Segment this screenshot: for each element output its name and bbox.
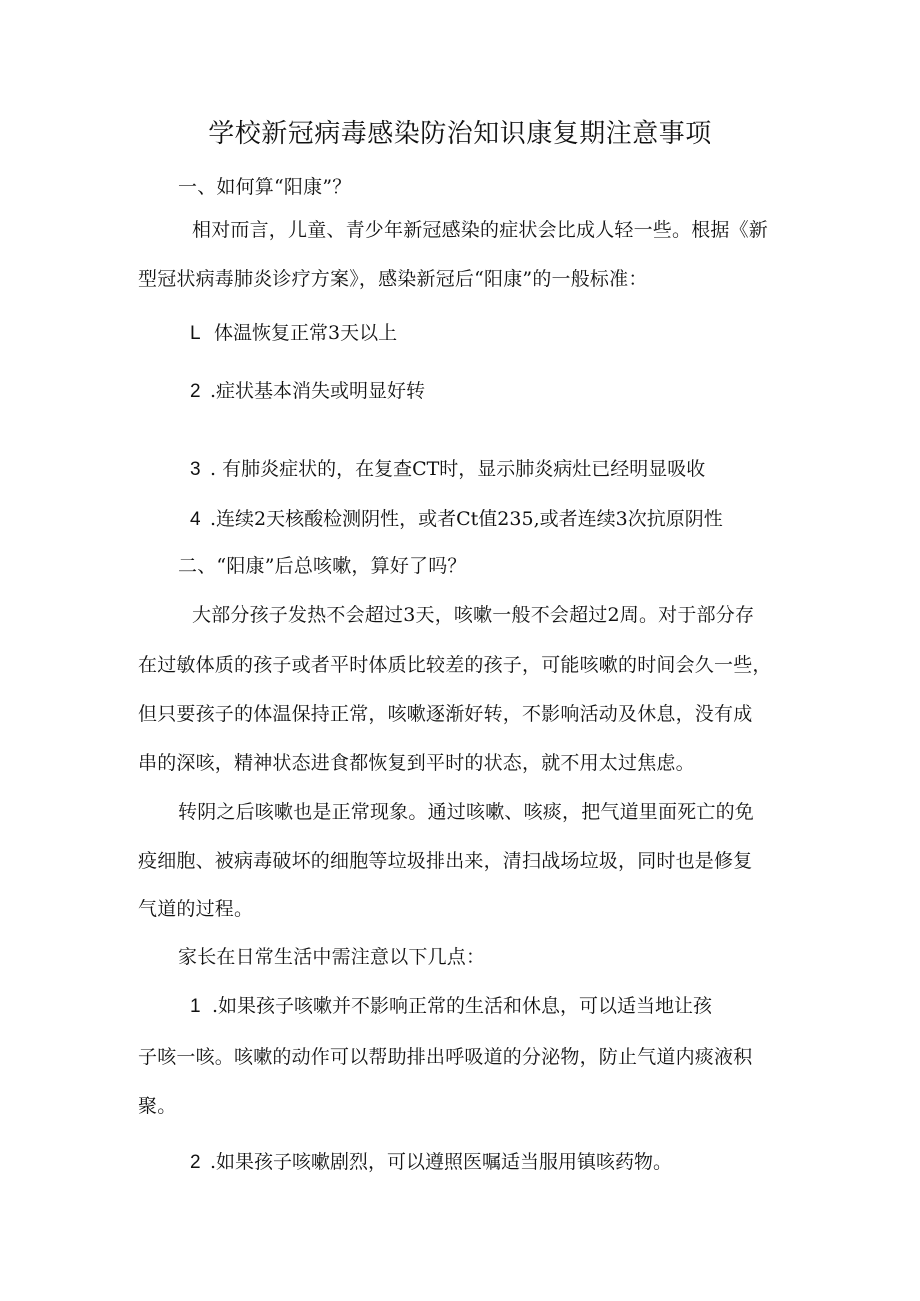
section1-intro-line2: 型冠状病毒肺炎诊疗方案》，感染新冠后“阳康”的一般标准：	[138, 268, 648, 290]
tip-item-text: .如果孩子咳嗽并不影响正常的生活和休息，可以适当地让孩	[212, 995, 713, 1017]
section2-para2-line1: 转阴之后咳嗽也是正常现象。通过咳嗽、咳痰，把气道里面死亡的免	[178, 801, 755, 823]
section2-heading: 二、“阳康”后总咳嗽，算好了吗？	[178, 555, 467, 577]
criteria-item-text: 体温恢复正常3天以上	[214, 322, 398, 344]
tip-item-number: 2	[190, 1152, 201, 1173]
tip-item-1-line2: 子咳一咳。咳嗽的动作可以帮助排出呼吸道的分泌物，防止气道内痰液积	[138, 1046, 753, 1068]
criteria-item-text: .症状基本消失或明显好转	[210, 380, 426, 402]
section1-intro-line1: 相对而言，儿童、青少年新冠感染的症状会比成人轻一些。根据《新	[192, 219, 769, 241]
criteria-item-2	[190, 378, 425, 405]
criteria-item-number: 2	[190, 381, 201, 402]
tip-item-text: .如果孩子咳嗽剧烈，可以遵照医嘱适当服用镇咳药物。	[210, 1151, 673, 1173]
section2-para1-line2: 在过敏体质的孩子或者平时体质比较差的孩子，可能咳嗽的时间会久一些，	[138, 654, 772, 676]
section2-para1-line1: 大部分孩子发热不会超过3天，咳嗽一般不会超过2周。对于部分存	[192, 604, 755, 626]
criteria-item-text: .连续2天核酸检测阴性，或者Ct值235,或者连续3次抗原阴性	[210, 508, 723, 530]
criteria-item-number: L	[190, 323, 201, 344]
tip-item-1-line1	[190, 993, 712, 1020]
section2-para1-line3: 但只要孩子的体温保持正常，咳嗽逐渐好转，不影响活动及休息，没有成	[138, 703, 753, 725]
tip-item-2	[190, 1149, 672, 1176]
tip-item-1-line3: 聚。	[138, 1095, 177, 1117]
section2-para1-line4: 串的深咳，精神状态进食都恢复到平时的状态，就不用太过焦虑。	[138, 752, 695, 774]
section2-para3: 家长在日常生活中需注意以下几点：	[178, 946, 486, 968]
criteria-item-3	[190, 456, 705, 483]
tip-item-number: 1	[190, 996, 201, 1017]
criteria-item-number: 3	[190, 459, 201, 480]
section1-heading: 一、如何算“阳康”？	[178, 176, 352, 198]
criteria-item-text: . 有肺炎症状的，在复查CT时，显示肺炎病灶已经明显吸收	[210, 458, 706, 480]
criteria-item-1	[190, 320, 397, 347]
criteria-item-4	[190, 506, 723, 533]
section2-para2-line3: 气道的过程。	[138, 898, 254, 920]
section2-para2-line2: 疫细胞、被病毒破坏的细胞等垃圾排出来，清扫战场垃圾，同时也是修复	[138, 850, 753, 872]
document-title: 学校新冠病毒感染防治知识康复期注意事项	[208, 119, 712, 149]
criteria-item-number: 4	[190, 509, 201, 530]
